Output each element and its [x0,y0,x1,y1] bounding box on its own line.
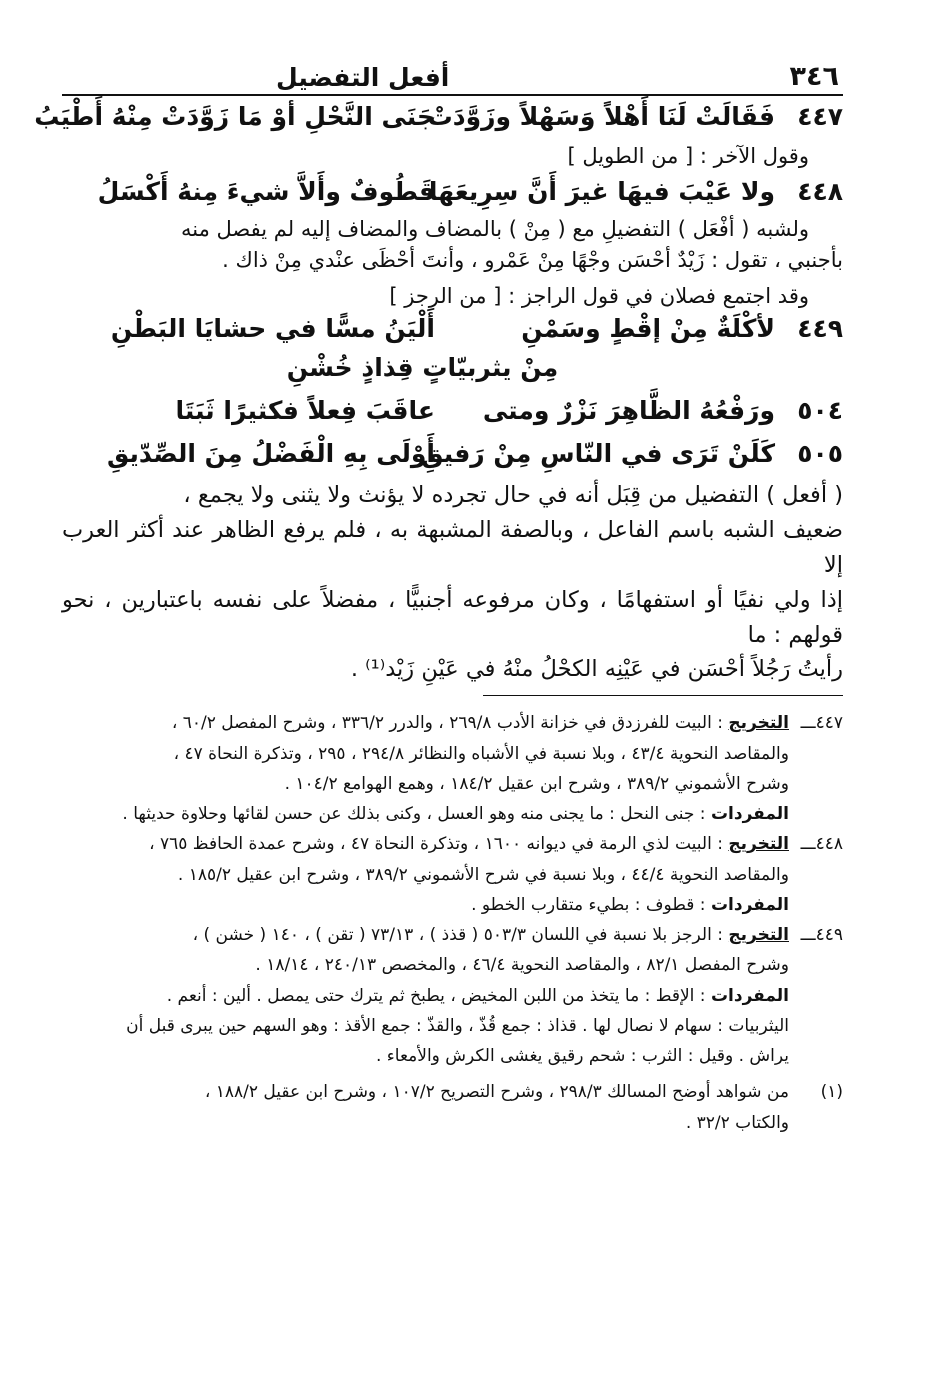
footnote-text: اليثربيات : سهام لا نصال لها . قذاذ : جمع قُذّ ، والقذّ : جمع الأقذ : وهو السهم حين يبرى قبل أن [126,1015,789,1036]
footnote-label: المفردات [710,894,789,915]
verse-448 [62,177,843,206]
footnote-text: والكتاب ٣٢/٢ . [685,1112,789,1133]
footnote-number: ٤٤٧ـــ [800,713,843,734]
footnote-label: المفردات [710,804,789,824]
footnote-text: وشرح المفصل ٨٢/١ ، والمقاصد النحوية ٤٦/٤ ، والمخصص ٢٤٠/١٣ ، ١٨/١٤ . [255,955,789,976]
alfiyya-verse-504 [62,396,843,425]
footnote-447 [62,708,843,738]
verse-number: ٤٤٩ [797,314,843,343]
verse-449-third-line: مِنْ يثربيّاتٍ قِذاذٍ خُشْنِ [286,353,559,382]
hemistich-first: فَقَالَتْ لَنَا أَهْلاً وَسَهْلاً وزَوَّدَتْ [427,102,775,131]
main-text [34,102,843,687]
footnote-vocab [62,799,843,829]
footnote-text: وشرح الأشموني ٣٨٩/٢ ، وشرح ابن عقيل ١٨٤/٢ ، وهمع الهوامع ١٠٤/٢ . [284,773,789,794]
verse-447 [34,102,843,131]
footnote-label: التخريج [728,925,789,945]
verse-number: ٥٠٥ [797,439,843,468]
running-title: أفعل التفضيل [276,63,450,92]
hemistich-first: لأكْلَةٌ مِنْ إقْطٍ وسَمْنِ [521,314,775,343]
hemistich-first: ولا عَيْبَ فيهَا غيرَ أَنَّ سِرِيعَهَا [428,176,775,206]
footnote-text: : جنى النحل : ما يجنى منه وهو العسل ، وكنى بذلك عن حسن لقائها وحلاوة حديثها . [122,804,706,824]
hemistich-second: عاقَبَ فِعلاً فكثيرًا ثَبَتَا [175,396,435,425]
alfiyya-verse-505 [62,439,843,468]
footnote-text: : الإقط : ما يتخذ من اللبن المخيض ، يطبخ ثم يترك حتى يمصل . ألين : أنعم . [166,985,706,1006]
footnotes [62,708,843,1138]
paragraph-line: بأجنبي ، تقول : زَيْدٌ أحْسَن وجْهًا مِنْ عَمْرو ، وأنتَ أحْظَى عنْدي مِنْ ذاك . [222,248,843,272]
footnote-label: المفردات [710,985,789,1006]
footnote-1 [62,1077,843,1107]
footnote-text: : قطوف : بطيء متقارب الخطو . [471,894,706,915]
intro-line: وقول الآخر : [ من الطويل ] [567,144,809,168]
footnote-text: : البيت للفرزدق في خزانة الأدب ٢٦٩/٨ ، والدرر ٣٣٦/٢ ، وشرح المفصل ٦٠/٢ ، [171,713,723,734]
verse-number: ٥٠٤ [797,396,843,425]
footnote-label: التخريج [728,713,789,734]
footnote-text: من شواهد أوضح المسالك ٢٩٨/٣ ، وشرح التصريح ١٠٧/٢ ، وشرح ابن عقيل ١٨٨/٢ ، [204,1082,789,1103]
footnote-text: : البيت لذي الرمة في ديوانه ١٦٠٠ ، وتذكرة النحاة ٤٧ ، وشرح عمدة الحافظ ٧٦٥ ، [149,834,723,855]
footnote-text: يراش . وقيل : الثرب : شحم رقيق يغشى الكرش والأمعاء . [375,1046,789,1066]
paragraph-line: ولشبه ( أفْعَل ) التفضيلِ مع ( مِنْ ) بالمضاف والمضاف إليه لم يفصل منه [181,216,809,241]
verse-number: ٤٤٧ [797,102,843,131]
commentary-line: ( أفعل ) التفضيل من قِبَل أنه في حال تجرده لا يؤنث ولا يثنى ولا يجمع ، [183,482,843,508]
hemistich-first: ورَفْعُهُ الظَّاهِرَ نَزْرٌ ومتى [482,396,775,425]
footnote-number: (١) [820,1082,843,1103]
footnote-text: والمقاصد النحوية ٤٣/٤ ، وبلا نسبة في الأشباه والنظائر ٢٩٤/٨ ، ٢٩٥ ، وتذكرة النحاة ٤٧ ، [173,743,789,764]
footnote-divider [483,695,843,696]
footnote-label: التخريج [728,834,789,855]
hemistich-second: أَلْيَنُ مسًّا في حشايَا البَطْنِ [110,314,435,343]
hemistich-second: أَوْلَى بِهِ الْفَضْلُ مِنَ الصِّدّيقِ [107,439,435,468]
page-number: ٣٤٦ [789,61,839,92]
footnote-number: ٤٤٨ـــ [800,834,843,855]
page-header [62,52,843,96]
hemistich-second: قَطُوفٌ وأَلاَّ شيءَ مِنهُ أَكْسَلُ [97,176,435,206]
footnote-text: : الرجز بلا نسبة في اللسان ٥٠٣/٣ ( قذذ ) ، ٧٣/١٣ ( تقن ) ، ١٤٠ ( خشن ) ، [192,925,723,945]
hemistich-first: كَلَنْ تَرَى في النّاسِ مِنْ رَفيقِ [421,439,775,468]
footnote-449 [62,920,843,950]
footnote-vocab [62,890,843,920]
paragraph-line: وقد اجتمع فصلان في قول الراجز : [ من الرجز ] [389,283,809,308]
verse-number: ٤٤٨ [797,176,843,206]
commentary-line: ضعيف الشبه باسم الفاعل ، وبالصفة المشبهة به ، فلم يرفع الظاهر عند أكثر العرب إلا [62,516,843,578]
verse-449 [62,314,843,343]
footnote-number: ٤٤٩ـــ [800,925,843,945]
footnote-448 [62,829,843,859]
footnote-text: والمقاصد النحوية ٤٤/٤ ، وبلا نسبة في شرح الأشموني ٣٨٩/٢ ، وشرح ابن عقيل ١٨٥/٢ . [177,864,789,885]
commentary-line: إذا ولي نفيًا أو استفهامًا ، وكان مرفوعه أجنبيًّا ، مفضلاً على نفسه باعتبارين ، نحو قولهم : ما [62,586,843,648]
footnote-vocab [62,981,843,1011]
commentary-line: رأيتُ رَجُلاً أحْسَن في عَيْنِه الكحْلُ منْهُ في عَيْنِ زَيْد⁽¹⁾ . [350,656,843,683]
hemistich-second: جَنَى النَّحْلِ أوْ مَا زَوَّدَتْ مِنْهُ أَطْيَبُ [34,102,435,131]
